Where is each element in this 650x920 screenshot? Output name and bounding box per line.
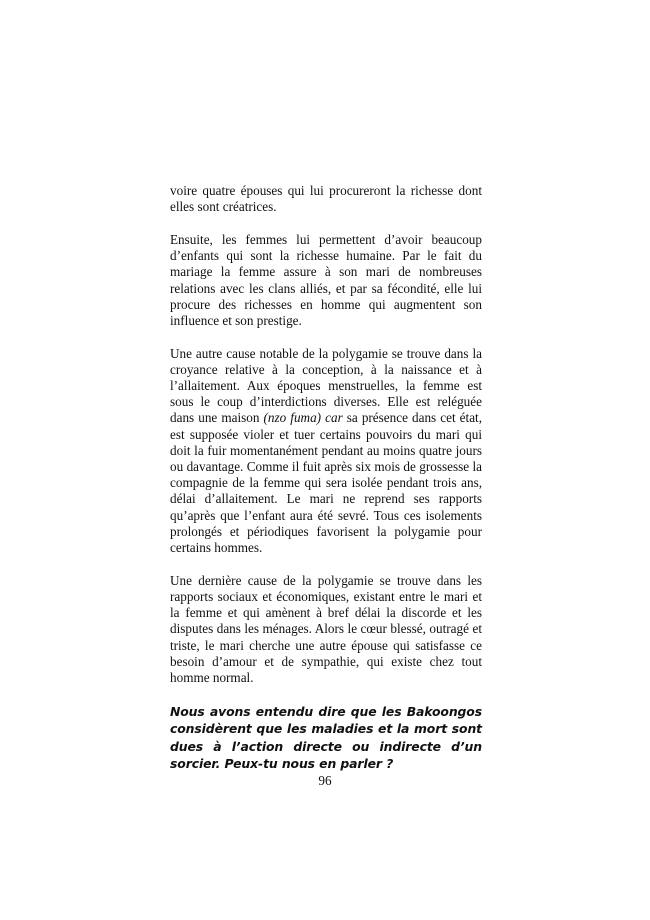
- page-number: 96: [318, 773, 332, 788]
- interview-question: Nous avons entendu dire que les Bakoongos considèrent que les maladies et la mort sont dues à l’action directe ou indirecte d’un sorcier. Peux-tu nous en parler ?: [170, 703, 482, 771]
- paragraph-3: [170, 346, 482, 557]
- paragraph-3-part-1: Une autre cause notable de la polygamie se trouve dans la croyance relative à la conception, à la naissance et à l’allaitement. Aux époques menstruelles, la femme est sous le coup d’interdictions diverses. Elle est reléguée dans une maison: [170, 345, 482, 426]
- paragraph-2: Ensuite, les femmes lui permettent d’avoir beaucoup d’enfants qui sont la richesse humaine. Par le fait du mariage la femme assure à son mari de nombreuses relations avec les clans alliés, et par sa fécondité, elle lui procure des richesses en homme qui augmentent son influence et son prestige.: [170, 231, 482, 328]
- paragraph-3-part-2: sa présence dans cet état, est supposée violer et tuer certains pouvoirs du mari qui doit la fuir momentanément pendant au moins quatre jours ou davantage. Comme il fuit après six mois de grossesse la compagnie de la femme qui sera isolée pendant trois ans, délai d’allaitement. Le mari ne reprend ses rapports qu’après que l’enfant aura été sevré. Tous ces isolements prolongés et périodiques favorisent la polygamie pour certains hommes.: [170, 410, 483, 556]
- paragraph-4: Une dernière cause de la polygamie se trouve dans les rapports sociaux et économiques, existant entre le mari et la femme et qui amènent à bref délai la discorde et les disputes dans les ménages. Alors le cœur blessé, outragé et triste, le mari cherche une autre épouse qui satisfasse ce besoin d’amour et de sympathie, qui existe chez tout homme normal.: [170, 572, 482, 685]
- paragraph-3-italic-term: (nzo fuma) car: [263, 410, 343, 426]
- body-text: [170, 183, 482, 789]
- paragraph-1: voire quatre épouses qui lui procureront la richesse dont elles sont créatrices.: [170, 183, 482, 215]
